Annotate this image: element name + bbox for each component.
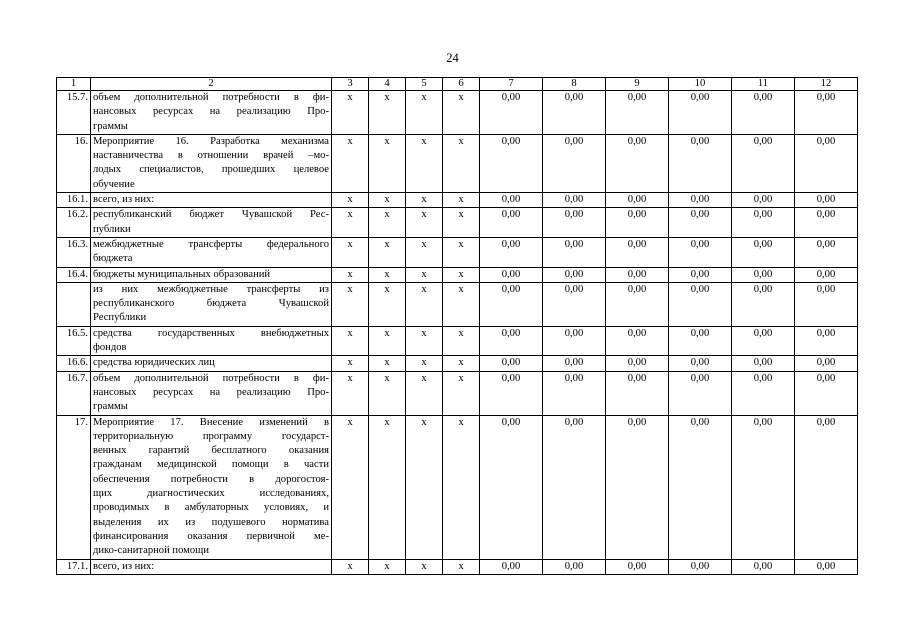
marker-cell: x	[332, 134, 369, 192]
value-cell: 0,00	[480, 356, 543, 371]
description-line: щих диагностических исследованиях,	[93, 488, 329, 500]
description-line: гражданам медицинской помощи в части	[93, 459, 329, 471]
row-description	[91, 371, 332, 415]
marker-cell: x	[332, 267, 369, 282]
value-cell: 0,00	[606, 559, 669, 574]
description-line: Мероприятие 17. Внесение изменений в	[93, 416, 329, 428]
marker-cell: x	[369, 91, 406, 135]
description-line: проводимых в амбулаторных условиях, и	[93, 502, 329, 514]
value-cell: 0,00	[543, 208, 606, 238]
marker-cell: x	[332, 91, 369, 135]
marker-cell: x	[369, 282, 406, 326]
marker-cell: x	[406, 193, 443, 208]
marker-cell: x	[369, 134, 406, 192]
table-row	[57, 193, 858, 208]
description-line: обучение	[93, 178, 135, 190]
row-number	[57, 282, 91, 326]
column-header: 2	[91, 78, 332, 91]
description-line: из них межбюджетные трансферты из	[93, 283, 329, 295]
row-description	[91, 559, 332, 574]
value-cell: 0,00	[543, 356, 606, 371]
value-cell: 0,00	[480, 267, 543, 282]
description-line: фондов	[93, 342, 127, 354]
value-cell: 0,00	[795, 91, 858, 135]
marker-cell: x	[443, 326, 480, 356]
description-line: территориальную программу государст-	[93, 430, 329, 442]
marker-cell: x	[369, 267, 406, 282]
marker-cell: x	[332, 282, 369, 326]
marker-cell: x	[369, 415, 406, 559]
marker-cell: x	[332, 371, 369, 415]
value-cell: 0,00	[543, 326, 606, 356]
value-cell: 0,00	[480, 208, 543, 238]
value-cell: 0,00	[732, 237, 795, 267]
description-line: объем дополнительной потребности в фи-	[93, 92, 329, 103]
marker-cell: x	[332, 193, 369, 208]
row-description	[91, 356, 332, 371]
value-cell: 0,00	[669, 134, 732, 192]
value-cell: 0,00	[669, 356, 732, 371]
value-cell: 0,00	[606, 282, 669, 326]
marker-cell: x	[443, 282, 480, 326]
value-cell: 0,00	[480, 193, 543, 208]
description-line: средства юридических лиц	[93, 357, 215, 369]
marker-cell: x	[406, 326, 443, 356]
description-line: объем дополнительной потребности в фи-	[93, 372, 329, 384]
description-line: граммы	[93, 401, 128, 413]
description-line: всего, из них:	[93, 194, 155, 206]
column-header: 4	[369, 78, 406, 91]
table-row	[57, 267, 858, 282]
marker-cell: x	[369, 193, 406, 208]
marker-cell: x	[406, 282, 443, 326]
value-cell: 0,00	[543, 559, 606, 574]
marker-cell: x	[406, 237, 443, 267]
value-cell: 0,00	[543, 371, 606, 415]
column-header: 5	[406, 78, 443, 91]
description-line: граммы	[93, 120, 128, 132]
description-line: венных гарантий бесплатного оказания	[93, 445, 329, 457]
value-cell: 0,00	[669, 237, 732, 267]
column-header: 1	[57, 78, 91, 91]
value-cell: 0,00	[480, 415, 543, 559]
row-description	[91, 193, 332, 208]
value-cell: 0,00	[606, 193, 669, 208]
value-cell: 0,00	[543, 267, 606, 282]
description-line: нансовых ресурсах на реализацию Про-	[93, 106, 329, 118]
description-line: республиканский бюджет Чувашской Рес-	[93, 209, 329, 221]
value-cell: 0,00	[669, 267, 732, 282]
marker-cell: x	[443, 208, 480, 238]
value-cell: 0,00	[732, 326, 795, 356]
column-header: 8	[543, 78, 606, 91]
column-header: 6	[443, 78, 480, 91]
row-number: 16.4.	[57, 267, 91, 282]
description-line: публики	[93, 223, 131, 235]
value-cell: 0,00	[732, 282, 795, 326]
row-number: 16.3.	[57, 237, 91, 267]
marker-cell: x	[369, 559, 406, 574]
marker-cell: x	[332, 326, 369, 356]
value-cell: 0,00	[606, 356, 669, 371]
row-description	[91, 415, 332, 559]
row-description	[91, 267, 332, 282]
value-cell: 0,00	[543, 237, 606, 267]
marker-cell: x	[369, 208, 406, 238]
value-cell: 0,00	[606, 267, 669, 282]
row-number: 16.7.	[57, 371, 91, 415]
value-cell: 0,00	[732, 559, 795, 574]
row-number: 16.2.	[57, 208, 91, 238]
value-cell: 0,00	[480, 559, 543, 574]
row-description	[91, 91, 332, 135]
marker-cell: x	[369, 356, 406, 371]
value-cell: 0,00	[606, 134, 669, 192]
marker-cell: x	[332, 559, 369, 574]
value-cell: 0,00	[732, 356, 795, 371]
description-line: выделения их из подушевого норматива	[93, 516, 329, 528]
value-cell: 0,00	[732, 371, 795, 415]
value-cell: 0,00	[669, 193, 732, 208]
column-header: 11	[732, 78, 795, 91]
marker-cell: x	[443, 237, 480, 267]
description-line: бюджеты муниципальных образований	[93, 268, 271, 280]
value-cell: 0,00	[669, 371, 732, 415]
value-cell: 0,00	[480, 237, 543, 267]
table-body	[57, 78, 858, 575]
description-line: нансовых ресурсах на реализацию Про-	[93, 386, 329, 398]
value-cell: 0,00	[795, 371, 858, 415]
row-number: 17.1.	[57, 559, 91, 574]
marker-cell: x	[443, 193, 480, 208]
value-cell: 0,00	[795, 134, 858, 192]
column-header: 12	[795, 78, 858, 91]
row-number: 15.7.	[57, 91, 91, 135]
value-cell: 0,00	[732, 134, 795, 192]
value-cell: 0,00	[795, 326, 858, 356]
row-description	[91, 237, 332, 267]
value-cell: 0,00	[543, 134, 606, 192]
value-cell: 0,00	[543, 193, 606, 208]
value-cell: 0,00	[480, 134, 543, 192]
column-header: 7	[480, 78, 543, 91]
description-line: финансирования оказания первичной ме-	[93, 530, 329, 542]
marker-cell: x	[369, 237, 406, 267]
value-cell: 0,00	[543, 282, 606, 326]
value-cell: 0,00	[543, 415, 606, 559]
marker-cell: x	[406, 91, 443, 135]
description-line: обеспечения потребности в дорогостоя-	[93, 473, 329, 485]
table-row	[57, 559, 858, 574]
table-row	[57, 91, 858, 135]
table-row	[57, 134, 858, 192]
marker-cell: x	[406, 371, 443, 415]
value-cell: 0,00	[732, 415, 795, 559]
value-cell: 0,00	[606, 326, 669, 356]
row-number: 16.1.	[57, 193, 91, 208]
description-line: Мероприятие 16. Разработка механизма	[93, 135, 329, 147]
value-cell: 0,00	[669, 415, 732, 559]
marker-cell: x	[406, 415, 443, 559]
marker-cell: x	[332, 237, 369, 267]
value-cell: 0,00	[480, 326, 543, 356]
marker-cell: x	[406, 134, 443, 192]
page-number: 24	[446, 51, 459, 65]
value-cell: 0,00	[606, 208, 669, 238]
value-cell: 0,00	[480, 91, 543, 135]
table-row	[57, 282, 858, 326]
value-cell: 0,00	[669, 282, 732, 326]
financing-table	[56, 77, 858, 575]
description-line: бюджета	[93, 253, 133, 265]
value-cell: 0,00	[669, 91, 732, 135]
row-number: 17.	[57, 415, 91, 559]
table-row	[57, 371, 858, 415]
marker-cell: x	[332, 415, 369, 559]
value-cell: 0,00	[606, 237, 669, 267]
table-row	[57, 326, 858, 356]
value-cell: 0,00	[795, 559, 858, 574]
row-description	[91, 282, 332, 326]
value-cell: 0,00	[669, 326, 732, 356]
value-cell: 0,00	[795, 267, 858, 282]
value-cell: 0,00	[606, 91, 669, 135]
column-header: 9	[606, 78, 669, 91]
value-cell: 0,00	[606, 371, 669, 415]
value-cell: 0,00	[795, 415, 858, 559]
marker-cell: x	[332, 356, 369, 371]
value-cell: 0,00	[795, 237, 858, 267]
row-number: 16.5.	[57, 326, 91, 356]
value-cell: 0,00	[732, 267, 795, 282]
description-line: Республики	[93, 312, 147, 324]
table-row	[57, 356, 858, 371]
value-cell: 0,00	[732, 208, 795, 238]
value-cell: 0,00	[480, 282, 543, 326]
marker-cell: x	[332, 208, 369, 238]
description-line: республиканского бюджета Чувашской	[93, 298, 329, 310]
marker-cell: x	[443, 134, 480, 192]
table-row	[57, 237, 858, 267]
marker-cell: x	[443, 91, 480, 135]
description-line: наставничества в отношении врачей –мо-	[93, 150, 329, 162]
marker-cell: x	[443, 559, 480, 574]
row-description	[91, 326, 332, 356]
table-row	[57, 208, 858, 238]
description-line: средства государственных внебюджетных	[93, 327, 329, 339]
value-cell: 0,00	[732, 91, 795, 135]
marker-cell: x	[443, 371, 480, 415]
column-header: 3	[332, 78, 369, 91]
marker-cell: x	[369, 326, 406, 356]
value-cell: 0,00	[669, 559, 732, 574]
value-cell: 0,00	[795, 193, 858, 208]
marker-cell: x	[406, 559, 443, 574]
value-cell: 0,00	[480, 371, 543, 415]
value-cell: 0,00	[543, 91, 606, 135]
row-number: 16.	[57, 134, 91, 192]
marker-cell: x	[406, 267, 443, 282]
value-cell: 0,00	[669, 208, 732, 238]
row-description	[91, 208, 332, 238]
column-header: 10	[669, 78, 732, 91]
value-cell: 0,00	[795, 356, 858, 371]
value-cell: 0,00	[606, 415, 669, 559]
marker-cell: x	[443, 415, 480, 559]
marker-cell: x	[406, 208, 443, 238]
value-cell: 0,00	[732, 193, 795, 208]
table-row	[57, 415, 858, 559]
description-line: всего, из них:	[93, 560, 155, 572]
description-line: лодых специалистов, прошедших целевое	[93, 164, 329, 176]
value-cell: 0,00	[795, 282, 858, 326]
row-number: 16.6.	[57, 356, 91, 371]
marker-cell: x	[443, 267, 480, 282]
description-line: межбюджетные трансферты федерального	[93, 238, 329, 250]
marker-cell: x	[406, 356, 443, 371]
row-description	[91, 134, 332, 192]
value-cell: 0,00	[795, 208, 858, 238]
header-row	[57, 78, 858, 91]
marker-cell: x	[443, 356, 480, 371]
description-line: дико-санитарной помощи	[93, 545, 209, 557]
marker-cell: x	[369, 371, 406, 415]
